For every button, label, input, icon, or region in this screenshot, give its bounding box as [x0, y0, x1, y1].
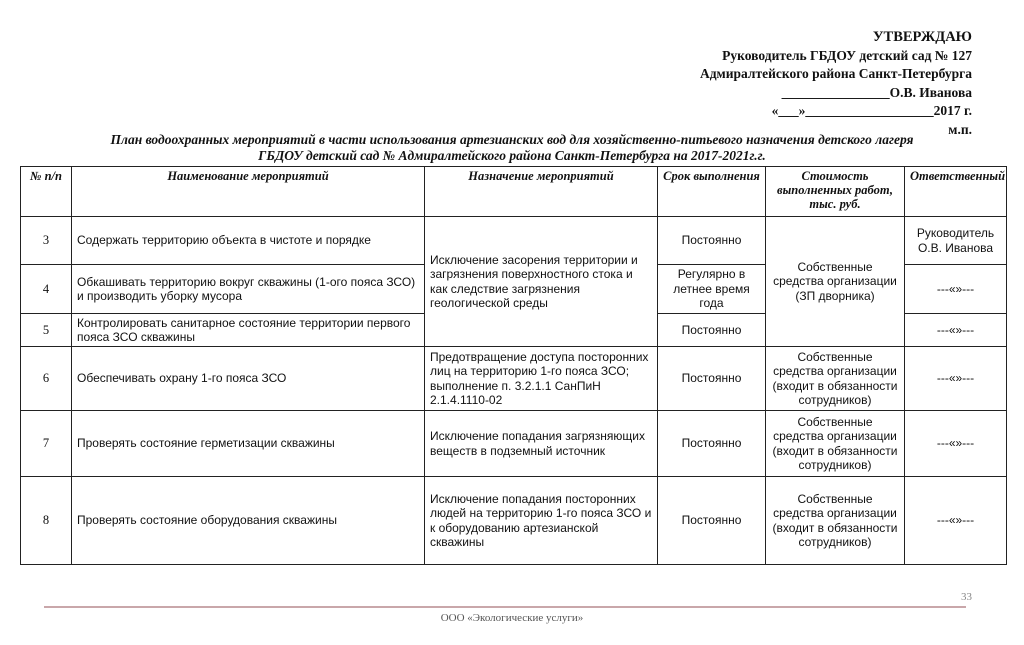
row-purpose: Исключение попадания загрязняющих веществ в подземный источник [425, 411, 658, 477]
row-num: 8 [21, 477, 72, 565]
row-name: Проверять состояние оборудования скважины [72, 477, 425, 565]
approval-block [700, 28, 972, 139]
approval-heading: УТВЕРЖДАЮ [872, 29, 972, 45]
row-name: Обкашивать территорию вокруг скважины (1-ого пояса ЗСО) и производить уборку мусора [72, 265, 425, 314]
table-row [21, 347, 1007, 411]
plan-title-line-1: План водоохранных мероприятий в части использования артезианских вод для хозяйственно-питьевого назначения детского лагеря [110, 132, 914, 147]
row-num: 7 [21, 411, 72, 477]
header-num: № п/п [21, 167, 72, 217]
header-term: Срок выполнения [658, 167, 766, 217]
approval-date: «___»___________________2017 г. [771, 103, 972, 118]
plan-table [20, 166, 1007, 565]
row-name: Содержать территорию объекта в чистоте и порядке [72, 217, 425, 265]
row-term: Постоянно [658, 314, 766, 347]
table-row [21, 411, 1007, 477]
row-name: Контролировать санитарное состояние территории первого пояса ЗСО скважины [72, 314, 425, 347]
row-term: Постоянно [658, 411, 766, 477]
row-purpose: Предотвращение доступа посторонних лиц на территорию 1-го пояса ЗСО; выполнение п. 3.2.1.1 СанПиН 2.1.4.1110-02 [425, 347, 658, 411]
row-name: Обеспечивать охрану 1-го пояса ЗСО [72, 347, 425, 411]
table-row [21, 477, 1007, 565]
row-responsible: ---«»--- [905, 265, 1007, 314]
row-name: Проверять состояние герметизации скважины [72, 411, 425, 477]
plan-title [20, 132, 1004, 164]
row-responsible: ---«»--- [905, 411, 1007, 477]
approval-position: Руководитель ГБДОУ детский сад № 127 [722, 47, 972, 63]
row-cost: Собственные средства организации (входит в обязанности сотрудников) [766, 347, 905, 411]
row-responsible: ---«»--- [905, 314, 1007, 347]
row-term: Постоянно [658, 477, 766, 565]
footer-organization: ООО «Экологические услуги» [440, 612, 584, 624]
table-header-row [21, 167, 1007, 217]
footer-divider [44, 606, 966, 608]
plan-title-line-2: ГБДОУ детский сад № Адмиралтейского района Санкт-Петербурга на 2017-2021г.г. [258, 148, 766, 163]
row-responsible: ---«»--- [905, 347, 1007, 411]
row-cost: Собственные средства организации (входит в обязанности сотрудников) [766, 477, 905, 565]
row-num: 4 [21, 265, 72, 314]
row-responsible: ---«»--- [905, 477, 1007, 565]
row-cost: Собственные средства организации (входит в обязанности сотрудников) [766, 411, 905, 477]
row-term: Регулярно в летнее время года [658, 265, 766, 314]
row-cost-merged: Собственные средства организации (ЗП дворника) [766, 217, 905, 347]
table-row [21, 217, 1007, 265]
row-responsible: Руководитель О.В. Иванова [905, 217, 1007, 265]
row-term: Постоянно [658, 217, 766, 265]
header-cost: Стоимость выполненных работ, тыс. руб. [766, 167, 905, 217]
header-name: Наименование мероприятий [72, 167, 425, 217]
row-term: Постоянно [658, 347, 766, 411]
page-number: 33 [961, 591, 972, 603]
header-purpose: Назначение мероприятий [425, 167, 658, 217]
row-purpose: Исключение попадания посторонних людей на территорию 1-го пояса ЗСО и к оборудованию артезианской скважины [425, 477, 658, 565]
approval-stamp: м.п. [948, 121, 972, 137]
row-num: 6 [21, 347, 72, 411]
row-purpose-merged: Исключение засорения территории и загрязнения поверхностного стока и как следствие загрязнения геологической среды [425, 217, 658, 347]
approval-district: Адмиралтейского района Санкт-Петербурга [699, 66, 972, 81]
row-num: 3 [21, 217, 72, 265]
approval-signature: ________________О.В. Иванова [781, 84, 972, 100]
row-num: 5 [21, 314, 72, 347]
header-responsible: Ответственный [905, 167, 1007, 217]
